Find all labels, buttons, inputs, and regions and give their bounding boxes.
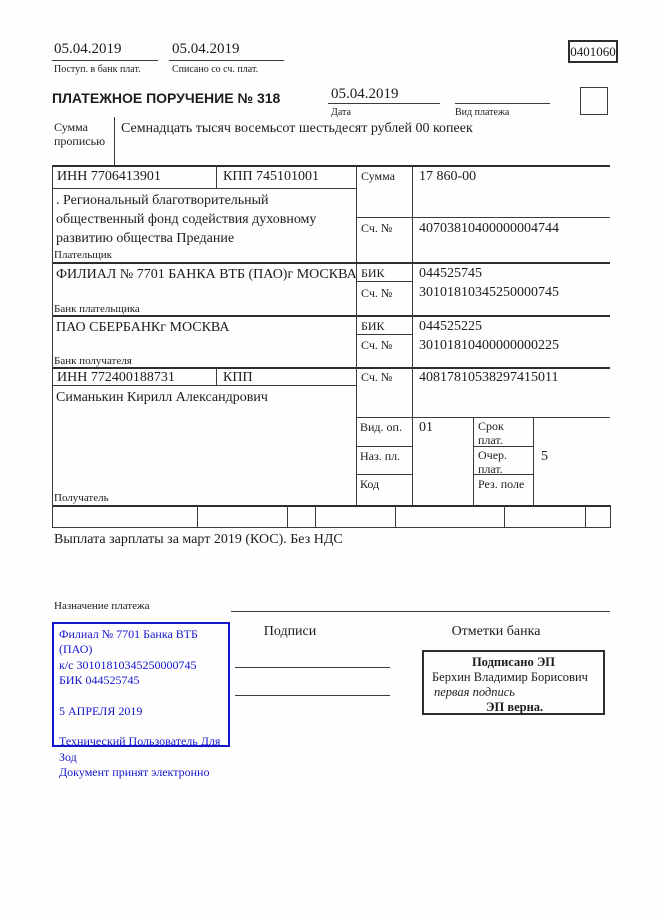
esignature-kind: первая подпись <box>434 685 515 699</box>
payer-bank-name: ФИЛИАЛ № 7701 БАНКА ВТБ (ПАО)г МОСКВА <box>56 267 357 282</box>
rule-table-top <box>52 165 610 167</box>
rule-purpose-underline <box>231 611 610 612</box>
rule-payee-section-bottom <box>52 505 610 507</box>
signatures-title: Подписи <box>263 624 317 639</box>
blue-stamp-date: 5 АПРЕЛЯ 2019 <box>59 703 143 718</box>
rule-label-col-left <box>356 165 357 505</box>
pay-order-label: Очер. плат. <box>478 448 508 476</box>
payer-bank-bik-label: БИК <box>361 266 385 280</box>
blue-stamp-bank-name: Филиал № 7701 Банка ВТБ (ПАО) <box>59 627 198 657</box>
form-code-box: 0401060 <box>568 40 618 63</box>
bank-electronic-stamp <box>52 622 230 780</box>
rule-payment-kind-underline <box>455 103 550 104</box>
payee-name: Симанькин Кирилл Александрович <box>56 390 268 405</box>
rule-received-underline <box>52 60 158 61</box>
rule-payer-inn-bottom <box>52 188 356 189</box>
rule-debited-underline <box>169 60 284 61</box>
payer-kpp: КПП 745101001 <box>223 169 320 184</box>
rule-opblock-col2-right <box>533 417 534 505</box>
rule-signature-line-2 <box>235 695 390 696</box>
payer-account-value: 40703810400000004744 <box>419 221 559 236</box>
op-kind-value: 01 <box>419 420 433 435</box>
esignature-signer-name: Берхин Владимир Борисович <box>432 670 588 684</box>
purpose-code-label: Наз. пл. <box>360 449 401 463</box>
amount-words-label: Сумма прописью <box>54 120 106 148</box>
rule-fieldsrow-v3 <box>315 505 316 527</box>
amount-cell-label: Сумма <box>361 169 395 183</box>
rule-payer-section-bottom <box>52 262 610 264</box>
blue-stamp-spacer <box>59 719 223 734</box>
rule-opblock-row2-left <box>356 474 412 475</box>
payment-kind-box <box>580 87 608 115</box>
payee-bank-account-value: 30101810400000000225 <box>419 338 559 353</box>
payer-bank-account-value: 30101810345250000745 <box>419 285 559 300</box>
rule-fieldsrow-v1 <box>197 505 198 527</box>
payee-account-label: Сч. № <box>361 370 393 384</box>
esignature-verified: ЭП верна. <box>486 700 544 714</box>
payment-purpose-label: Назначение платежа <box>54 600 150 612</box>
esignature-stamp <box>422 650 605 715</box>
blue-stamp-accepted: Документ принят электронно <box>59 765 210 780</box>
payment-purpose-text: Выплата зарплаты за март 2019 (КОС). Без НДС <box>54 532 343 547</box>
rule-payeebank-bik-divider <box>356 334 412 335</box>
rule-amount-account-divider <box>356 217 610 218</box>
code-label: Код <box>360 477 380 491</box>
payer-bank-section-label: Банк плательщика <box>54 303 140 315</box>
payer-bank-account-label: Сч. № <box>361 286 393 300</box>
rule-opblock-col2-left <box>473 417 474 505</box>
payer-name: . Региональный благотворительный общественный фонд содействия духовному развитию общества Предание <box>56 193 317 246</box>
amount-words-value: Семнадцать тысяч восемьсот шестьдесят рублей 00 копеек <box>121 121 473 136</box>
rule-opblock-top <box>356 417 610 418</box>
rule-fieldsrow-v6 <box>585 505 586 527</box>
payee-bank-bik-label: БИК <box>361 319 385 333</box>
debited-label: Списано со сч. плат. <box>172 64 259 75</box>
payee-kpp-label: КПП <box>223 370 253 385</box>
payee-inn: ИНН 772400188731 <box>57 370 175 385</box>
rule-table-left-edge <box>52 165 53 527</box>
rule-payer-inn-kpp-divider <box>216 165 217 188</box>
payee-bank-section-label: Банк получателя <box>54 355 132 367</box>
esignature-stamp-title: Подписано ЭП <box>471 655 556 669</box>
rule-payee-inn-kpp-divider <box>216 367 217 385</box>
blue-stamp-user: Технический Пользователь Для Зод <box>59 734 221 764</box>
bank-marks-title: Отметки банка <box>451 624 541 639</box>
payment-kind-label: Вид платежа <box>455 107 510 118</box>
rule-payeebank-section-bottom <box>52 367 610 369</box>
payer-section-label: Плательщик <box>54 249 112 261</box>
payee-account-value: 40817810538297415011 <box>419 370 559 385</box>
blue-stamp-spacer <box>59 689 223 704</box>
rule-fieldsrow-v5 <box>504 505 505 527</box>
rule-signature-line-1 <box>235 667 390 668</box>
pay-order-value: 5 <box>541 449 548 464</box>
payee-bank-account-label: Сч. № <box>361 338 393 352</box>
rule-opblock-row1-left <box>356 446 412 447</box>
payer-bank-bik-value: 044525745 <box>419 266 482 281</box>
date-label: Дата <box>331 107 351 118</box>
rule-payerbank-bik-divider <box>356 281 412 282</box>
received-in-bank-label: Поступ. в банк плат. <box>54 64 141 75</box>
received-in-bank-date: 05.04.2019 <box>54 41 122 57</box>
pay-term-label: Срок плат. <box>478 419 504 447</box>
blue-stamp-corr-account: к/с 30101810345250000745 <box>59 657 197 672</box>
debited-date: 05.04.2019 <box>172 41 240 57</box>
rule-fields-row-bottom <box>52 527 611 528</box>
payer-account-label: Сч. № <box>361 221 393 235</box>
op-kind-label: Вид. оп. <box>360 420 402 434</box>
rule-fieldsrow-v2 <box>287 505 288 527</box>
payer-inn: ИНН 7706413901 <box>57 169 161 184</box>
blue-stamp-bik: БИК 044525745 <box>59 673 140 688</box>
payee-bank-bik-value: 044525225 <box>419 319 482 334</box>
rule-fieldsrow-right-edge <box>610 505 611 527</box>
rule-fieldsrow-v4 <box>395 505 396 527</box>
payee-section-label: Получатель <box>54 492 109 504</box>
payee-bank-name: ПАО СБЕРБАНКг МОСКВА <box>56 320 230 335</box>
document-title: ПЛАТЕЖНОЕ ПОРУЧЕНИЕ № 318 <box>52 90 281 106</box>
document-date: 05.04.2019 <box>331 86 399 102</box>
reserve-field-label: Рез. поле <box>478 477 525 491</box>
rule-label-col-right <box>412 165 413 505</box>
amount-cell-value: 17 860-00 <box>419 169 477 184</box>
rule-date-underline <box>328 103 440 104</box>
rule-amount-words-divider <box>114 117 115 165</box>
